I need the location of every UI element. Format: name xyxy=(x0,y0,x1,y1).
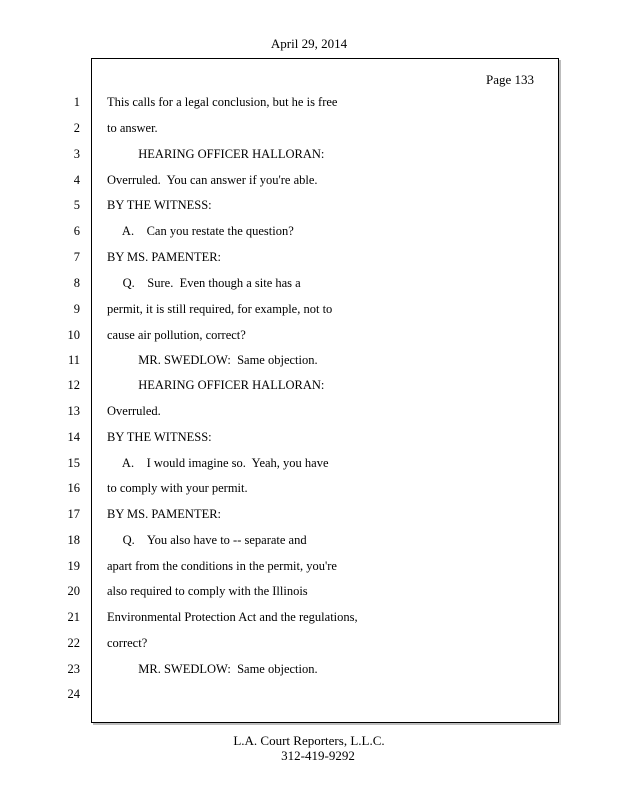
transcript-line xyxy=(0,607,618,627)
line-text: BY MS. PAMENTER: xyxy=(107,250,222,264)
line-text: This calls for a legal conclusion, but he is free xyxy=(107,95,338,109)
transcript-line xyxy=(0,195,618,215)
transcript-line xyxy=(0,659,618,679)
line-text: to comply with your permit. xyxy=(107,481,248,495)
line-number: 11 xyxy=(67,353,80,367)
line-text: permit, it is still required, for example, not to xyxy=(107,302,333,316)
line-number: 5 xyxy=(73,198,80,212)
line-number: 2 xyxy=(73,121,80,135)
line-text: BY THE WITNESS: xyxy=(107,430,212,444)
reporter-phone: 312-419-9292 xyxy=(281,748,355,763)
reporter-company: L.A. Court Reporters, L.L.C. xyxy=(233,733,385,748)
transcript-line xyxy=(0,684,618,704)
line-text: also required to comply with the Illinois xyxy=(107,584,308,598)
transcript-line xyxy=(0,427,618,447)
line-text: to answer. xyxy=(107,121,158,135)
transcript-line xyxy=(0,478,618,498)
line-number: 22 xyxy=(67,636,80,650)
transcript-line xyxy=(0,325,618,345)
line-text: Q. Sure. Even though a site has a xyxy=(107,276,301,290)
transcript-line xyxy=(0,273,618,293)
transcript-line xyxy=(0,350,618,370)
line-number: 21 xyxy=(67,610,80,624)
line-number: 20 xyxy=(67,584,80,598)
transcript-line xyxy=(0,375,618,395)
transcript-line xyxy=(0,633,618,653)
line-number: 12 xyxy=(67,378,80,392)
transcript-line xyxy=(0,556,618,576)
line-text: cause air pollution, correct? xyxy=(107,328,246,342)
line-number: 13 xyxy=(67,404,80,418)
line-number: 6 xyxy=(73,224,80,238)
line-number: 8 xyxy=(73,276,80,290)
transcript-line xyxy=(0,530,618,550)
line-number: 1 xyxy=(73,95,80,109)
line-number: 17 xyxy=(67,507,80,521)
line-text: MR. SWEDLOW: Same objection. xyxy=(107,353,318,367)
line-text: HEARING OFFICER HALLORAN: xyxy=(107,378,325,392)
line-text: HEARING OFFICER HALLORAN: xyxy=(107,147,325,161)
line-number: 23 xyxy=(67,662,80,676)
line-number: 3 xyxy=(73,147,80,161)
transcript-date: April 29, 2014 xyxy=(270,36,348,51)
transcript-line xyxy=(0,170,618,190)
line-number: 16 xyxy=(67,481,80,495)
transcript-line xyxy=(0,401,618,421)
line-text: Overruled. You can answer if you're able. xyxy=(107,173,318,187)
line-text: Environmental Protection Act and the regulations, xyxy=(107,610,358,624)
line-number: 7 xyxy=(73,250,80,264)
line-number: 19 xyxy=(67,559,80,573)
line-number: 18 xyxy=(67,533,80,547)
transcript-line xyxy=(0,247,618,267)
transcript-line xyxy=(0,504,618,524)
line-text: Q. You also have to -- separate and xyxy=(107,533,307,547)
line-number: 15 xyxy=(67,456,80,470)
line-text: apart from the conditions in the permit, you're xyxy=(107,559,337,573)
line-number: 9 xyxy=(73,302,80,316)
line-number: 4 xyxy=(73,173,80,187)
line-text: BY THE WITNESS: xyxy=(107,198,212,212)
line-text: A. Can you restate the question? xyxy=(107,224,294,238)
transcript-line xyxy=(0,221,618,241)
transcript-line xyxy=(0,144,618,164)
line-text: Overruled. xyxy=(107,404,161,418)
line-number: 14 xyxy=(67,430,80,444)
line-number: 10 xyxy=(67,328,80,342)
line-text: correct? xyxy=(107,636,148,650)
transcript-line xyxy=(0,581,618,601)
page-number: Page 133 xyxy=(485,72,534,87)
line-number: 24 xyxy=(67,687,80,701)
transcript-line xyxy=(0,299,618,319)
transcript-line xyxy=(0,118,618,138)
line-text: BY MS. PAMENTER: xyxy=(107,507,222,521)
transcript-line xyxy=(0,453,618,473)
transcript-line xyxy=(0,92,618,112)
line-text: A. I would imagine so. Yeah, you have xyxy=(107,456,329,470)
line-text: MR. SWEDLOW: Same objection. xyxy=(107,662,318,676)
